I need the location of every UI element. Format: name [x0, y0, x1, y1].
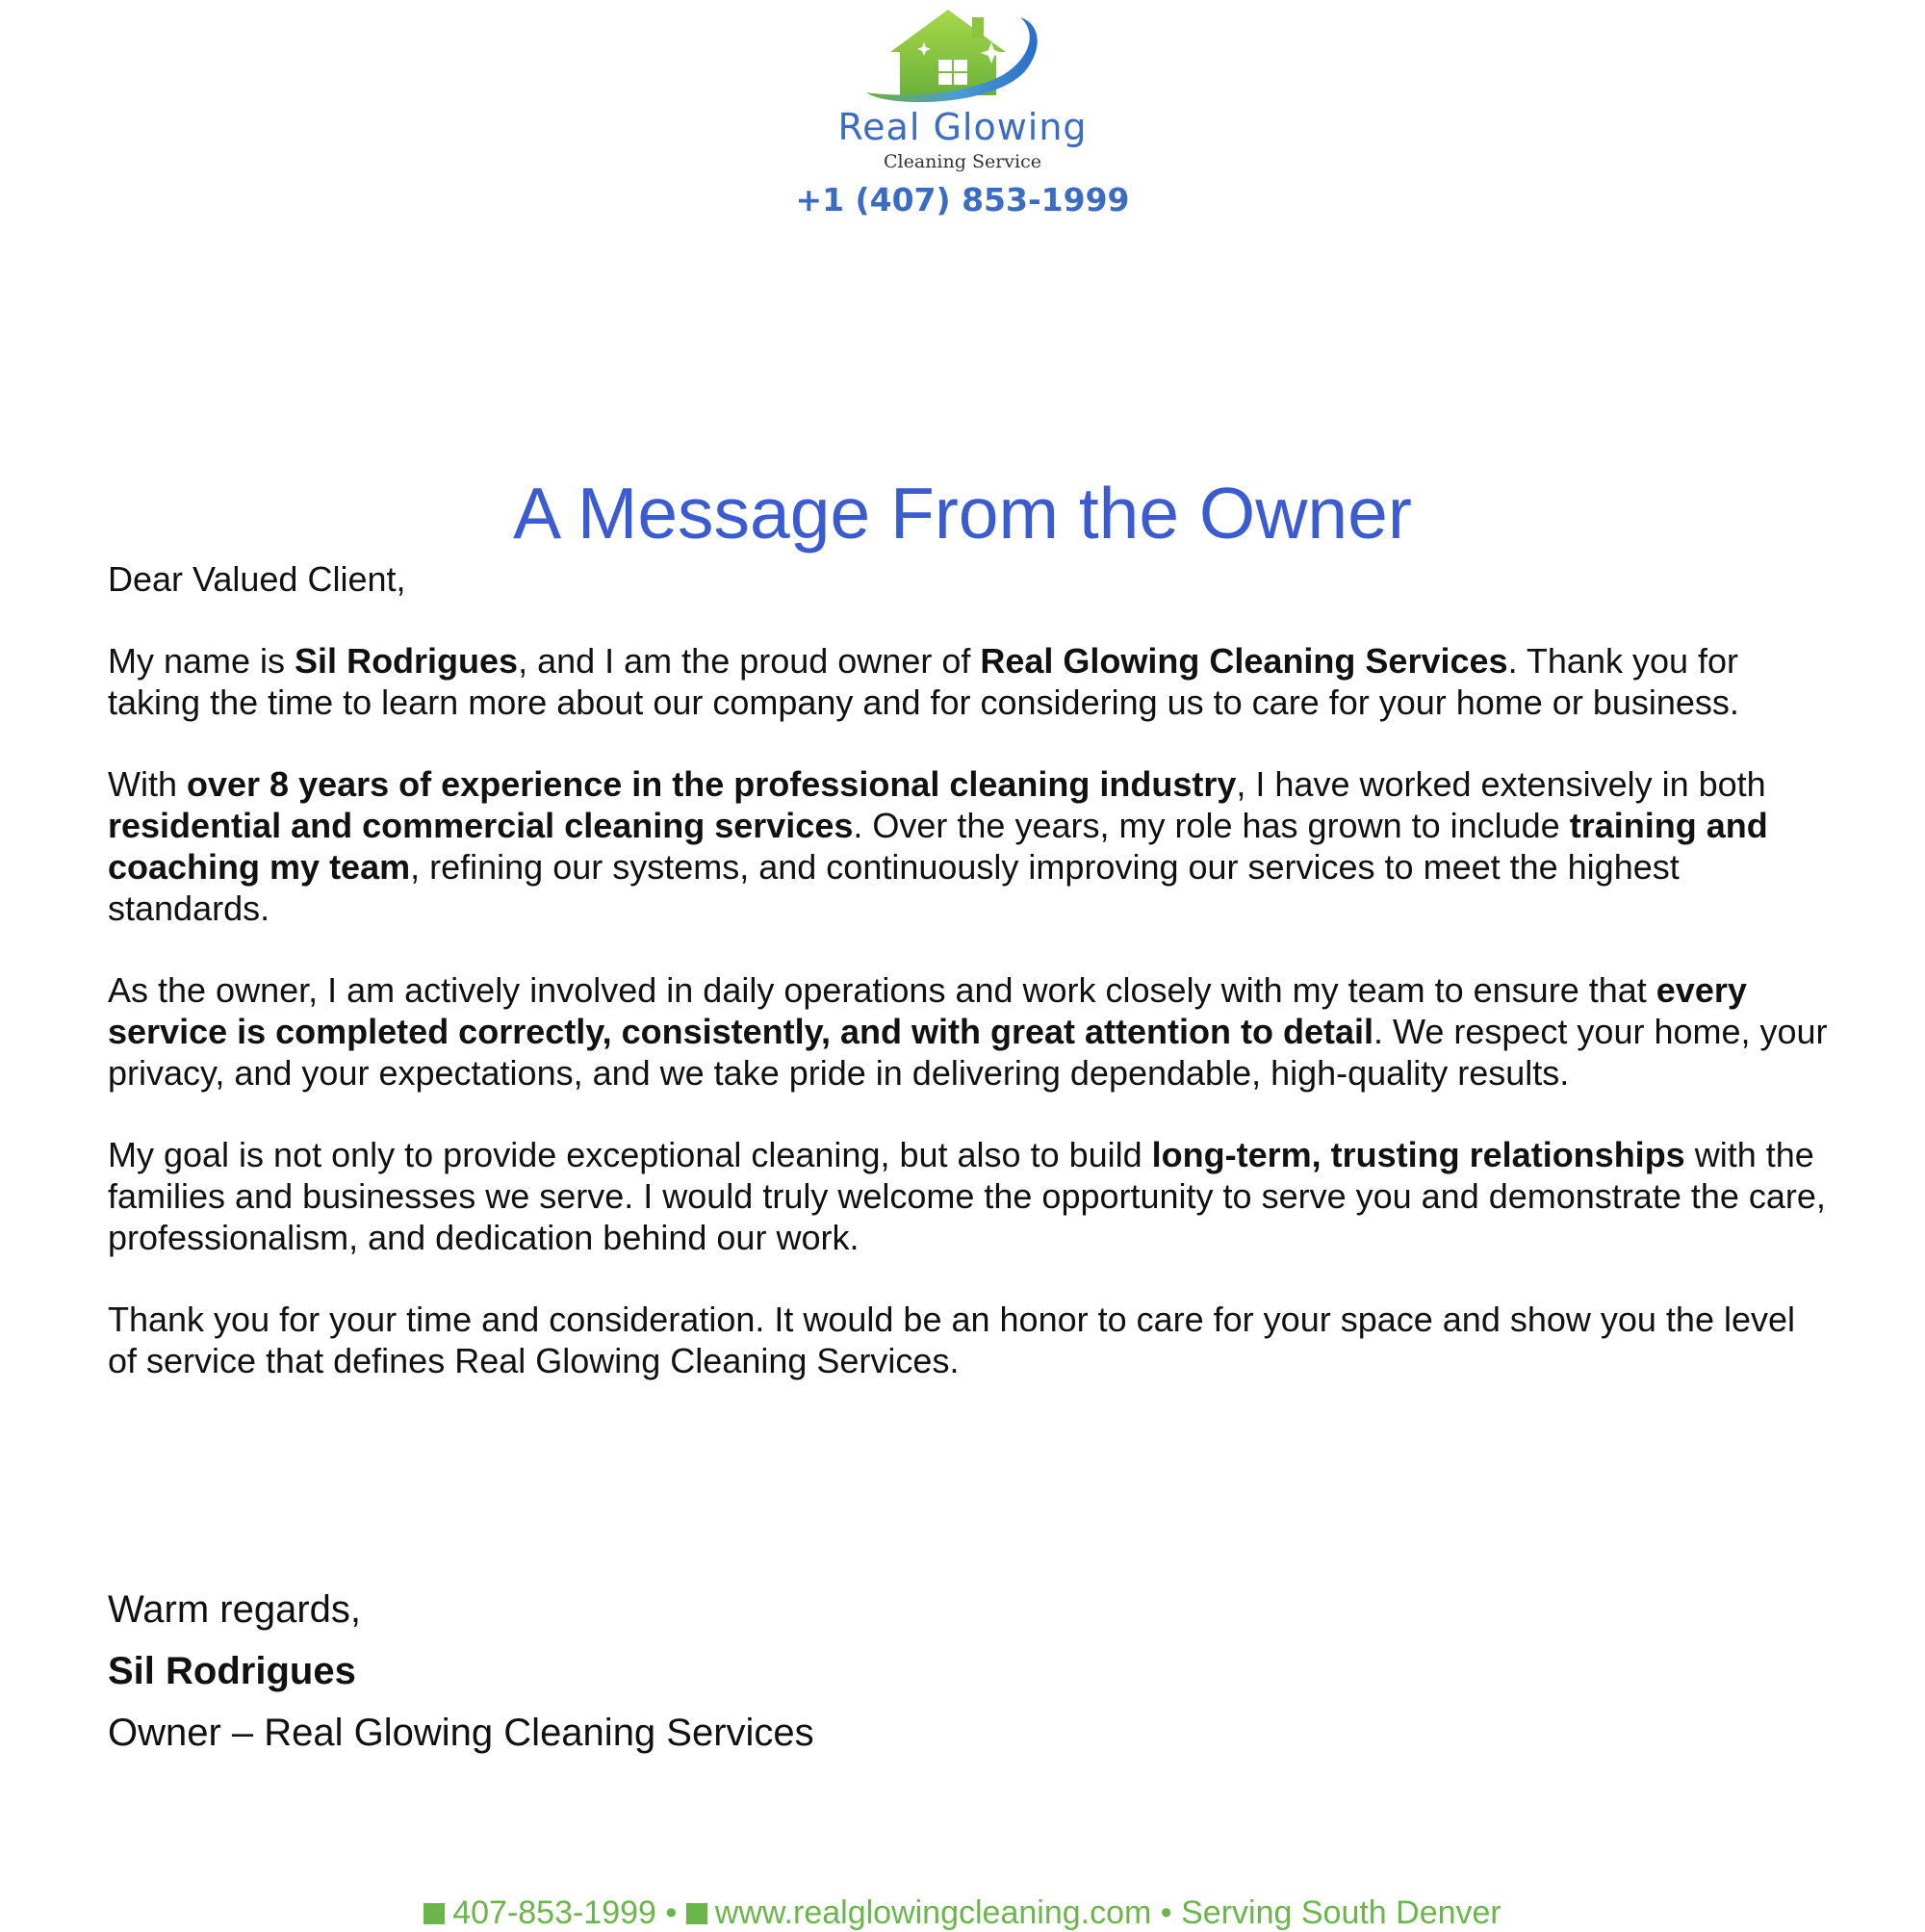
page-title: A Message From the Owner: [513, 473, 1412, 554]
footer-phone[interactable]: 407-853-1999: [452, 1894, 656, 1931]
greeting: Dear Valued Client,: [108, 559, 406, 599]
paragraph-experience: With over 8 years of experience in the professional cleaning industry, I have worked extensively in both residential and commercial cleaning services. Over the years, my role has grown to include training and coaching my team, refining our systems, and continuously improving our services to meet the highest standards.: [108, 764, 1768, 928]
signature-block: [108, 1579, 814, 1764]
logo-subtitle: Cleaning Service: [884, 151, 1041, 172]
closing-line: Warm regards,: [108, 1588, 362, 1631]
paragraph-operations: As the owner, I am actively involved in daily operations and work closely with my team to ensure that every service is completed correctly, consistently, and with great attention to detail. We respect your home, your privacy, and your expectations, and we take pride in delivering dependable, high-quality results.: [108, 970, 1828, 1093]
letter-body: [108, 558, 1831, 1422]
footer-separator: •: [1151, 1894, 1182, 1931]
square-bullet-icon: [686, 1903, 707, 1924]
logo-phone: +1 (407) 853-1999: [795, 181, 1130, 219]
paragraph-closing: Thank you for your time and consideration. It would be an honor to care for your space and show you the level of service that defines Real Glowing Cleaning Services.: [108, 1300, 1796, 1380]
signer-role: Owner – Real Glowing Cleaning Services: [108, 1712, 814, 1754]
footer-service-area: Serving South Denver: [1181, 1894, 1502, 1931]
footer-separator: •: [655, 1894, 686, 1931]
footer-website-link[interactable]: www.realglowingcleaning.com: [714, 1894, 1152, 1931]
logo-company-name: Real Glowing: [837, 106, 1088, 148]
company-logo: [0, 0, 1925, 231]
paragraph-goal: My goal is not only to provide exceptional cleaning, but also to build long-term, trusting relationships with the families and businesses we serve. I would truly welcome the opportunity to serve you and demonstrate the care, professionalism, and dedication behind our work.: [108, 1135, 1826, 1257]
square-bullet-icon: [424, 1903, 445, 1924]
footer: [0, 1894, 1925, 1932]
paragraph-intro: My name is Sil Rodrigues, and I am the proud owner of Real Glowing Cleaning Services. Thank you for taking the time to learn more about our company and for considering us to care for your home or business.: [108, 641, 1739, 722]
house-sparkle-icon: [847, 4, 1078, 110]
signer-name: Sil Rodrigues: [108, 1650, 356, 1692]
